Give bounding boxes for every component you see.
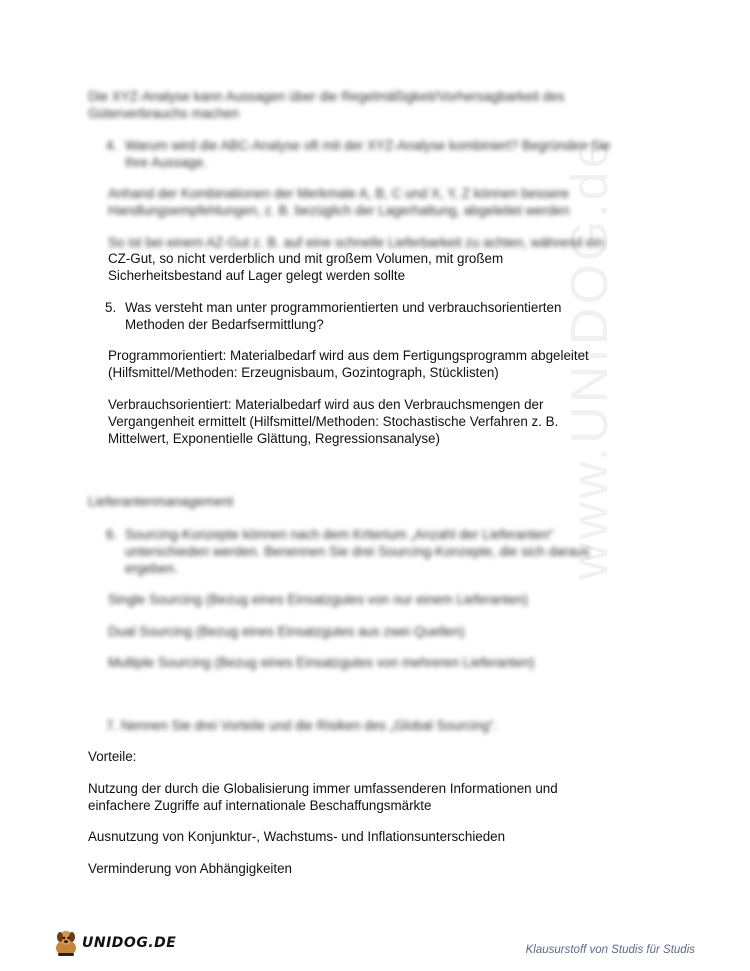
question-6-line-2: unterschieden werden. Benennen Sie drei Sourcing-Konzepte, die sich daraus [125,544,590,559]
logo-text: UNIDOG.DE [82,935,177,951]
answer-4b-line-2: CZ-Gut, so nicht verderblich und mit großem Volumen, mit großem [108,251,504,266]
answer-4-line-2: Handlungsempfehlungen, z. B. bezüglich der Lagerhaltung, abgeleitet werden [108,203,570,218]
programmorientiert-line-1: Programmorientiert: Materialbedarf wird aus dem Fertigungsprogramm abgeleitet [108,348,589,363]
verbrauchsorientiert-line-2: Vergangenheit ermittelt (Hilfsmittel/Methoden: Stochastische Verfahren z. B. [108,414,559,429]
answer-4-line-1: Anhand der Kombinationen der Merkmale A, B, C und X, Y, Z können bessere [108,186,570,201]
intro-line-2: Güterverbrauchs machen [88,106,240,121]
verbrauchsorientiert-line-1: Verbrauchsorientiert: Materialbedarf wird aus den Verbrauchsmengen der [108,397,544,412]
answer-4b-line-1: So ist bei einem AZ-Gut z. B. auf eine schnelle Lieferbarkeit zu achten, während ein [108,235,604,250]
vorteil-3: Verminderung von Abhängigkeiten [88,861,292,876]
dual-sourcing: Dual Sourcing (Bezug eines Einsatzgutes aus zwei Quellen) [108,624,465,639]
answer-4b-line-3: Sicherheitsbestand auf Lager gelegt werden sollte [108,268,406,283]
programmorientiert-line-2: (Hilfsmittel/Methoden: Erzeugnisbaum, Gozintograph, Stücklisten) [108,365,499,380]
question-5-number: 5. [105,300,117,315]
question-4-number: 4. [106,138,118,153]
watermark-text: www.UNIDOG.de [561,136,619,580]
question-5-line-2: Methoden der Bedarfsermittlung? [125,317,324,332]
vorteil-1-line-2: einfachere Zugriffe auf internationale Beschaffungsmärkte [88,798,432,813]
question-4-line-1: Warum wird die ABC-Analyse oft mit der XYZ-Analyse kombiniert? Begründen Sie [125,138,611,153]
dog-icon [52,928,80,958]
vorteil-1-line-1: Nutzung der durch die Globalisierung immer umfassenderen Informationen und [88,781,558,796]
vorteile-label: Vorteile: [88,749,137,764]
single-sourcing: Single Sourcing (Bezug eines Einsatzgutes von nur einem Lieferanten) [108,592,528,607]
verbrauchsorientiert-line-3: Mittelwert, Exponentielle Glättung, Regressionsanalyse) [108,431,440,446]
question-6-line-1: Sourcing-Konzepte können nach dem Kriterium „Anzahl der Lieferanten“ [125,527,554,542]
vorteil-2: Ausnutzung von Konjunktur-, Wachstums- und Inflationsunterschieden [88,829,506,844]
question-6-line-3: ergeben. [125,561,178,576]
footer-tagline: Klausurstoff von Studis für Studis [525,944,695,956]
multiple-sourcing: Multiple Sourcing (Bezug eines Einsatzgutes von mehreren Lieferanten) [108,655,535,670]
question-7: 7. Nennen Sie drei Vorteile und die Risiken des „Global Sourcing“. [106,718,498,733]
question-5-line-1: Was versteht man unter programmorientierten und verbrauchsorientierten [125,300,562,315]
question-4-line-2: Ihre Aussage. [125,155,207,170]
unidog-logo [52,926,176,960]
question-6-number: 6. [106,527,118,542]
section-heading-lieferantenmanagement: Lieferantenmanagement [88,494,234,509]
intro-line-1: Die XYZ-Analyse kann Aussagen über die Regelmäßigkeit/Vorhersagbarkeit des [88,89,565,104]
